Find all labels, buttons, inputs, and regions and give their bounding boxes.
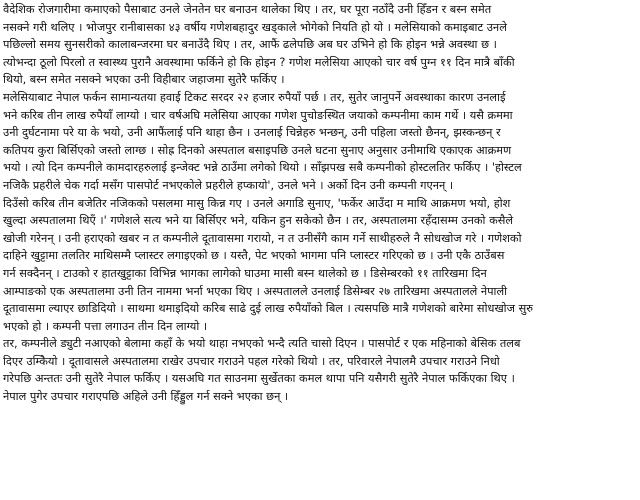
article-line: उनी दुर्घटनामा परे या के भयो, उनी आफैंलाई पनि थाहा छैन । उनलाई चिन्नेहरु भन्छन्, उनी पहिला जस्तो छैनन्, झस्कन्छन् र xyxy=(3,126,501,140)
article-line: आम्पाङको एक अस्पतालमा उनी तिन नाममा भर्ना भएका थिए । अस्पतालले उनलाई डिसेम्बर २७ तारिखमा अस्पतालले नेपाली xyxy=(3,284,508,298)
article-line: नसक्ने गरी थलिए । भोजपुर रानीबासका ४३ वर्षीय गणेशबहादुर खड्काले भोगेको नियति हो यो । मलेसियाको कमाइबाट उनले xyxy=(3,20,507,34)
article-line: नेपाल पुगेर उपचार गराएपछि अहिले उनी हिँड्डुल गर्न सक्ने भएका छन् । xyxy=(3,390,289,404)
article-line: थियो, बस्न समेत नसक्ने भएका उनी विहीबार जहाजमा सुतेरै फर्किए । xyxy=(3,73,285,87)
article-line: दिएर उम्किेयो । दूतावासले अस्पतालमा राखेर उपचार गराउने पहल गरेको थियो । तर, परिवारले नेपालमै उपचार गराउने निधो xyxy=(3,354,500,368)
article-line: तर, कम्पनीले ड्युटी नआएको बेलामा कहाँ के भयो थाहा नभएको भन्दै त्यति चासो दिएन । पासपोर्ट र एक महिनाको बेसिक तलब xyxy=(3,337,521,351)
article-line: भयो । त्यो दिन कम्पनीले कामदारहरुलाई इन्जेक्ट भन्ने ठाउँमा लगेको थियो । साँझपख सबै कम्पनीको होस्टलतिर फर्किए । 'होस्टल xyxy=(3,161,522,175)
article-line: खुल्दा अस्पतालमा थिएँ ।' गणेशले सत्य भने या बिर्सिएर भने, यकिन हुन सकेको छैन । तर, अस्पतालमा रहँदासम्म उनको कसैले xyxy=(3,214,514,228)
article-line: दाहिने खुट्टामा तलतिर माथिसम्मै प्लास्टर लगाइएको छ । यस्तै, पेट भएको भागमा पनि प्लास्टर गरिएको छ । उनी एकै ठाउँबस xyxy=(3,249,505,263)
article-body xyxy=(3,1,635,406)
article-line: गर्न सक्दैनन् । टाउको र हातखुट्टाका विभिन्न भागका लागेको घाउमा मासी बस्न थालेको छ । डिसेम्बरको ११ तारिखमा दिन xyxy=(3,266,487,280)
article-line: पछिल्लो समय सुनसरीको कालाबन्जरमा घर बनाउँदै थिए । तर, आफैं ढलेपछि अब घर उभिने हो कि होइन भन्ने अवस्था छ । xyxy=(3,38,497,52)
article-line: गरेपछि अन्ततः उनी सुतेरै नेपाल फर्किए । यसअघि गत साउनमा सुर्खेतका कमल थापा पनि यसैगरी सुतेरै नेपाल फर्किएका थिए । xyxy=(3,372,515,386)
article-line: कतिपय कुरा बिर्सिएको जस्तो लाग्छ । सोह्र दिनको अस्पताल बसाइपछि उनले घटना सुनाए अनुसार उनीमाथि एकाएक आक्रमण xyxy=(3,143,512,157)
article-line: नजिकै प्रहरीले चेक गर्दा मसँग पासपोर्ट नभएकोले प्रहरीले हप्कायो', उनले भने । अर्को दिन उनी कम्पनी गएनन् । xyxy=(3,178,454,192)
article-line: वैदेशिक रोजगारीमा कमाएको पैसाबाट उनले जेनतेन घर बनाउन थालेका थिए । तर, घर पूरा नठाँदै उनी हिँडन र बस्न समेत xyxy=(3,3,492,16)
article-line: त्योभन्दा ठूलो पिरलो त स्वास्थ्य पुरानै अवस्थामा फर्किने हो कि होइन ? गणेश मलेसिया आएको चार वर्ष पुग्न ११ दिन मात्रै बाँकी xyxy=(3,55,515,69)
article-line: भएको हो । कम्पनी पत्ता लगाउन तीन दिन लाग्यो । xyxy=(3,319,208,333)
article-line: दूतावासमा ल्याएर छाडिदियो । साथमा थमाइदियो करिब साढे दुई लाख रुपैयाँको बिल । त्यसपछि मात्रै गणेशको बारेमा सोधखोज सुरु xyxy=(3,302,533,316)
article-line: खोजी गरेनन् । उनी हराएको खबर न त कम्पनीले दूतावासमा गरायो, न त उनीसँगै काम गर्ने साथीहरुले नै सोधखोज गरे । गणेशको xyxy=(3,231,522,245)
article-line: मलेसियाबाट नेपाल फर्कन सामान्यतया हवाई टिकट सरदर २२ हजार रुपैयाँ पर्छ । तर, सुतेर जानुपर्ने अवस्थाका कारण उनलाई xyxy=(3,90,506,104)
article-line: भने करिब तीन लाख रुपैयाँ लाग्यो । चार वर्षअघि मलेसिया आएका गणेश पुचोङस्थित जयाको कम्पनीमा काम गर्थे । यसै क्रममा xyxy=(3,108,513,122)
article-line: दिउँसो करिब तीन बजेतिर नजिकको पसलमा मासु किन्न गए । उनले अगाडि सुनाए, 'फर्केर आउँदा म माथि आक्रमण भयो, होश xyxy=(3,196,511,210)
